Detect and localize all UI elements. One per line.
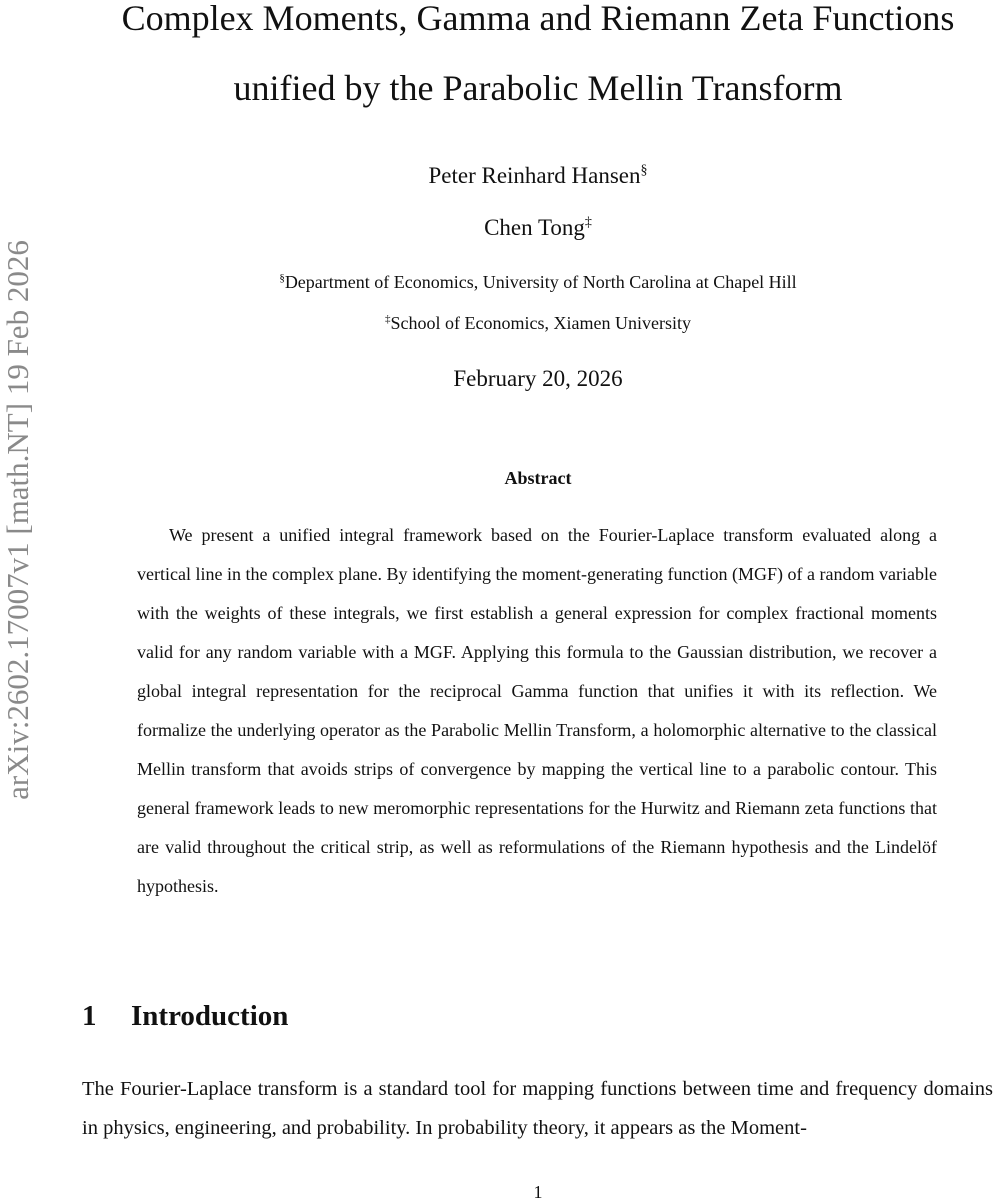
author-2-mark: ‡ xyxy=(584,215,592,230)
paper-title-line-2: unified by the Parabolic Mellin Transform xyxy=(233,68,843,108)
section-heading xyxy=(82,998,288,1034)
arxiv-identifier: arXiv:2602.17007v1 [math.NT] 19 Feb 2026 xyxy=(0,240,35,800)
section-number: 1 xyxy=(82,1000,97,1032)
author-1-name: Peter Reinhard Hansen xyxy=(428,163,641,188)
affiliation-2-text: School of Economics, Xiamen University xyxy=(390,313,691,333)
page-number: 1 xyxy=(533,1182,543,1202)
introduction-text: The Fourier-Laplace transform is a standard tool for mapping functions between time and frequency domains in physics, engineering, and probability. In probability theory, it appears as the Moment- xyxy=(82,1078,993,1139)
author-2 xyxy=(80,214,996,242)
author-1 xyxy=(80,162,996,190)
author-1-mark: § xyxy=(640,163,648,178)
publication-date: February 20, 2026 xyxy=(453,366,623,391)
section-title: Introduction xyxy=(131,1000,289,1032)
author-2-name: Chen Tong xyxy=(484,215,585,240)
affiliation-1-text: Department of Economics, University of North Carolina at Chapel Hill xyxy=(284,272,797,292)
abstract-heading: Abstract xyxy=(504,468,572,488)
abstract-text: We present a unified integral framework based on the Fourier-Laplace transform evaluated along a vertical line in the complex plane. By identifying the moment-generating function (MGF) of a random variable with the weights of these integrals, we first establish a general expression for complex fractional moments valid for any random variable with a MGF. Applying this formula to the Gaussian distribution, we recover a global integral representation for the reciprocal Gamma function that unifies it with its reflection. We formalize the underlying operator as the Parabolic Mellin Transform, a holomorphic alternative to the classical Mellin transform that avoids strips of convergence by mapping the vertical line to a parabolic contour. This general framework leads to new meromorphic representations for the Hurwitz and Riemann zeta functions that are valid throughout the critical strip, as well as reformulations of the Riemann hypothesis and the Lindelöf hypothesis. xyxy=(137,525,937,896)
affiliation-1-mark: § xyxy=(279,272,285,284)
affiliation-1 xyxy=(80,270,996,294)
paper-title-line-1: Complex Moments, Gamma and Riemann Zeta Functions xyxy=(121,0,955,38)
affiliation-2-mark: ‡ xyxy=(385,313,391,325)
affiliation-2 xyxy=(80,311,996,335)
